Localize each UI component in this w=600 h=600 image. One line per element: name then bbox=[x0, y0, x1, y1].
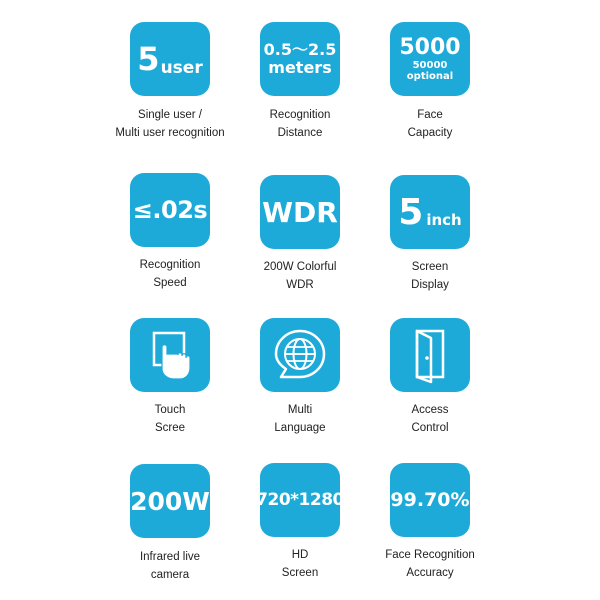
caption-touch-line1: Touch bbox=[154, 404, 186, 416]
feature-tile-users bbox=[130, 22, 210, 96]
feature-tile-hd bbox=[256, 463, 344, 537]
caption-access bbox=[350, 401, 510, 437]
caption-distance-line1: Recognition bbox=[269, 109, 331, 121]
feature-tile-speed bbox=[130, 173, 210, 247]
caption-camera-line2: camera bbox=[150, 569, 190, 581]
tile-screen-unit: inch bbox=[426, 211, 462, 229]
caption-screen bbox=[350, 258, 510, 294]
feature-tile-camera bbox=[130, 464, 210, 538]
tile-distance-range: 0.5～2.5 bbox=[263, 40, 337, 60]
open-door-icon bbox=[400, 325, 460, 385]
tile-capacity-optional-value: 50000 bbox=[412, 60, 448, 72]
caption-capacity bbox=[350, 106, 510, 142]
caption-accuracy-line2: Accuracy bbox=[406, 567, 454, 579]
caption-speed-line2: Speed bbox=[153, 277, 187, 289]
feature-tile-language bbox=[260, 318, 340, 392]
feature-tile-wdr bbox=[260, 175, 340, 249]
tile-wdr-text: WDR bbox=[262, 195, 338, 229]
feature-tile-distance bbox=[260, 22, 340, 96]
feature-tile-touch bbox=[130, 318, 210, 392]
tile-camera-value: 200W bbox=[130, 486, 210, 516]
feature-tile-accuracy bbox=[390, 463, 470, 537]
feature-tile-access bbox=[390, 318, 470, 392]
caption-users-line2: Multi user recognition bbox=[115, 127, 225, 139]
caption-screen-line1: Screen bbox=[411, 261, 449, 273]
tile-accuracy-value: 99.70% bbox=[390, 489, 470, 511]
caption-accuracy bbox=[350, 546, 510, 582]
tile-speed-value: ≤.02s bbox=[132, 196, 208, 224]
caption-camera-line1: Infrared live bbox=[139, 551, 201, 563]
globe-speech-icon bbox=[269, 324, 331, 386]
caption-distance-line2: Distance bbox=[277, 127, 323, 139]
caption-hd-line1: HD bbox=[291, 549, 309, 561]
caption-screen-line2: Display bbox=[411, 279, 449, 291]
touch-hand-icon bbox=[140, 325, 200, 385]
caption-hd-line2: Screen bbox=[281, 567, 319, 579]
tile-hd-resolution: 720*1280 bbox=[256, 490, 344, 510]
caption-language-line1: Multi bbox=[287, 404, 313, 416]
caption-touch-line2: Scree bbox=[154, 422, 186, 434]
caption-wdr-line1: 200W Colorful bbox=[263, 261, 337, 273]
tile-capacity-main: 5000 bbox=[399, 34, 461, 60]
tile-users-number: 5 bbox=[137, 40, 159, 78]
caption-capacity-line1: Face bbox=[417, 109, 443, 121]
caption-accuracy-line1: Face Recognition bbox=[385, 549, 475, 561]
caption-speed-line1: Recognition bbox=[139, 259, 201, 271]
caption-users-line1: Single user / bbox=[138, 109, 202, 121]
caption-language-line2: Language bbox=[274, 422, 326, 434]
caption-access-line1: Access bbox=[411, 404, 449, 416]
feature-tile-screen bbox=[390, 175, 470, 249]
feature-tile-capacity bbox=[390, 22, 470, 96]
tile-screen-number: 5 bbox=[398, 191, 424, 233]
tile-distance-unit: meters bbox=[268, 58, 332, 77]
caption-access-line2: Control bbox=[411, 422, 449, 434]
tile-users-suffix: user bbox=[160, 58, 203, 78]
caption-capacity-line2: Capacity bbox=[407, 127, 453, 139]
caption-wdr-line2: WDR bbox=[286, 279, 314, 291]
tile-capacity-optional-label: optional bbox=[406, 71, 454, 83]
